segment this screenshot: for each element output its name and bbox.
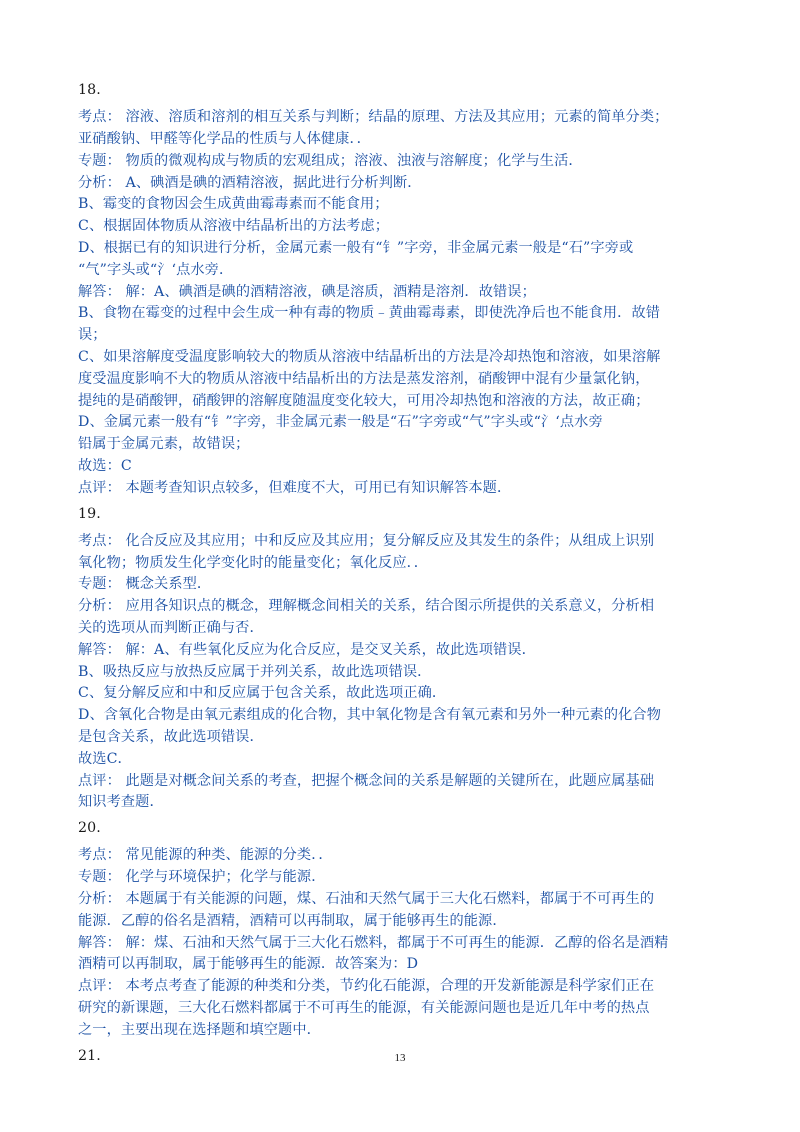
answer-line: 关的选项从而判断正确与否． (78, 620, 264, 637)
answer-line: 故选C． (78, 750, 132, 767)
answer-line: 提纯的是硝酸钾，硝酸钾的溶解度随温度变化较大，可用冷却热饱和溶液的方法，故正确； (78, 392, 650, 409)
answer-line: B、食物在霉变的过程中会生成一种有毒的物质﹣黄曲霉毒素，即使洗净后也不能食用．故错 (78, 305, 661, 322)
question-number: 18. (78, 82, 101, 98)
answer-line: 知识考查题． (78, 794, 164, 811)
answer-line: D、含氧化合物是由氧元素组成的化合物，其中氧化物是含有氧元素和另外一种元素的化合物 (78, 707, 661, 724)
answer-line: 亚硝酸钠、甲醛等化学品的性质与人体健康．． (78, 131, 371, 148)
answer-line: B、霉变的食物因会生成黄曲霉毒素而不能食用； (78, 196, 389, 213)
answer-line: 点评： 此题是对概念间关系的考查，把握个概念间的关系是解题的关键所在，此题应属基础 (78, 772, 655, 789)
answer-line: 氧化物；物质发生化学变化时的能量变化；氧化反应．． (78, 554, 429, 571)
answer-line: 是包含关系，故此选项错误． (78, 729, 264, 746)
answer-line: B、吸热反应与放热反应属于并列关系，故此选项错误． (78, 663, 432, 680)
answer-line: 能源．乙醇的俗名是酒精，酒精可以再制取，属于能够再生的能源． (78, 912, 507, 929)
answer-line: 分析： A、碘酒是碘的酒精溶液，据此进行分析判断． (78, 174, 422, 191)
answer-line: 解答： 解：煤、石油和天然气属于三大化石燃料，都属于不可再生的能源．乙醇的俗名是酒精 (78, 934, 669, 951)
answer-line: 故选：C (78, 458, 132, 475)
answer-line: 分析： 本题属于有关能源的问题，煤、石油和天然气属于三大化石燃料，都属于不可再生的 (78, 890, 655, 907)
answer-line: C、复分解反应和中和反应属于包含关系，故此选项正确． (78, 685, 447, 702)
answer-line: 误； (78, 327, 107, 344)
answer-line: 专题： 物质的微观构成与物质的宏观组成；溶液、浊液与溶解度；化学与生活． (78, 152, 583, 169)
answer-line: 研究的新课题，三大化石燃料都属于不可再生的能源，有关能源问题也是近几年中考的热点 (78, 999, 650, 1016)
answer-line: C、如果溶解度受温度影响较大的物质从溶液中结晶析出的方法是冷却热饱和溶液，如果溶解 (78, 349, 661, 366)
answer-line: 之一，主要出现在选择题和填空题中． (78, 1021, 321, 1038)
answer-line: 点评： 本题考查知识点较多，但难度不大，可用已有知识解答本题． (78, 479, 512, 496)
answer-line: 专题： 概念关系型． (78, 576, 212, 593)
answer-line: D、根据已有的知识进行分析，金属元素一般有“钅”字旁，非金属元素一般是“石”字旁或 (78, 240, 634, 257)
question-number: 21. (78, 1047, 101, 1064)
answer-line: 考点： 溶液、溶质和溶剂的相互关系与判断；结晶的原理、方法及其应用；元素的简单分类； (78, 109, 669, 126)
question-number: 19. (78, 505, 101, 522)
answer-line: “气”字头或“氵‘点水旁． (78, 261, 234, 278)
answer-line: 考点： 化合反应及其应用；中和反应及其应用；复分解反应及其发生的条件；从组成上识别 (78, 532, 655, 549)
answer-line: 解答： 解：A、有些氧化反应为化合反应，是交叉关系，故此选项错误． (78, 641, 536, 658)
answer-line: 铅属于金属元素，故错误； (78, 436, 250, 453)
page-number: 13 (394, 1052, 406, 1064)
answer-line: 分析： 应用各知识点的概念，理解概念间相关的关系，结合图示所提供的关系意义，分析相 (78, 598, 655, 615)
answer-line: 专题： 化学与环境保护；化学与能源． (78, 869, 326, 886)
answer-line: D、金属元素一般有“钅”字旁，非金属元素一般是“石”字旁或“气”字头或“氵‘点水旁 (78, 414, 603, 431)
answer-line: C、根据固体物质从溶液中结晶析出的方法考虑； (78, 218, 389, 235)
answer-line: 酒精可以再制取，属于能够再生的能源．故答案为：D (78, 956, 419, 973)
answer-line: 考点： 常见能源的种类、能源的分类．． (78, 847, 333, 864)
answer-line: 点评： 本考点考查了能源的种类和分类，节约化石能源，合理的开发新能源是科学家们正在 (78, 978, 655, 995)
answer-line: 解答： 解：A、碘酒是碘的酒精溶液，碘是溶质，酒精是溶剂．故错误； (78, 283, 536, 300)
question-number: 20. (78, 820, 101, 837)
answer-line: 度受温度影响不大的物质从溶液中结晶析出的方法是蒸发溶剂，硝酸钾中混有少量氯化钠， (78, 370, 650, 387)
